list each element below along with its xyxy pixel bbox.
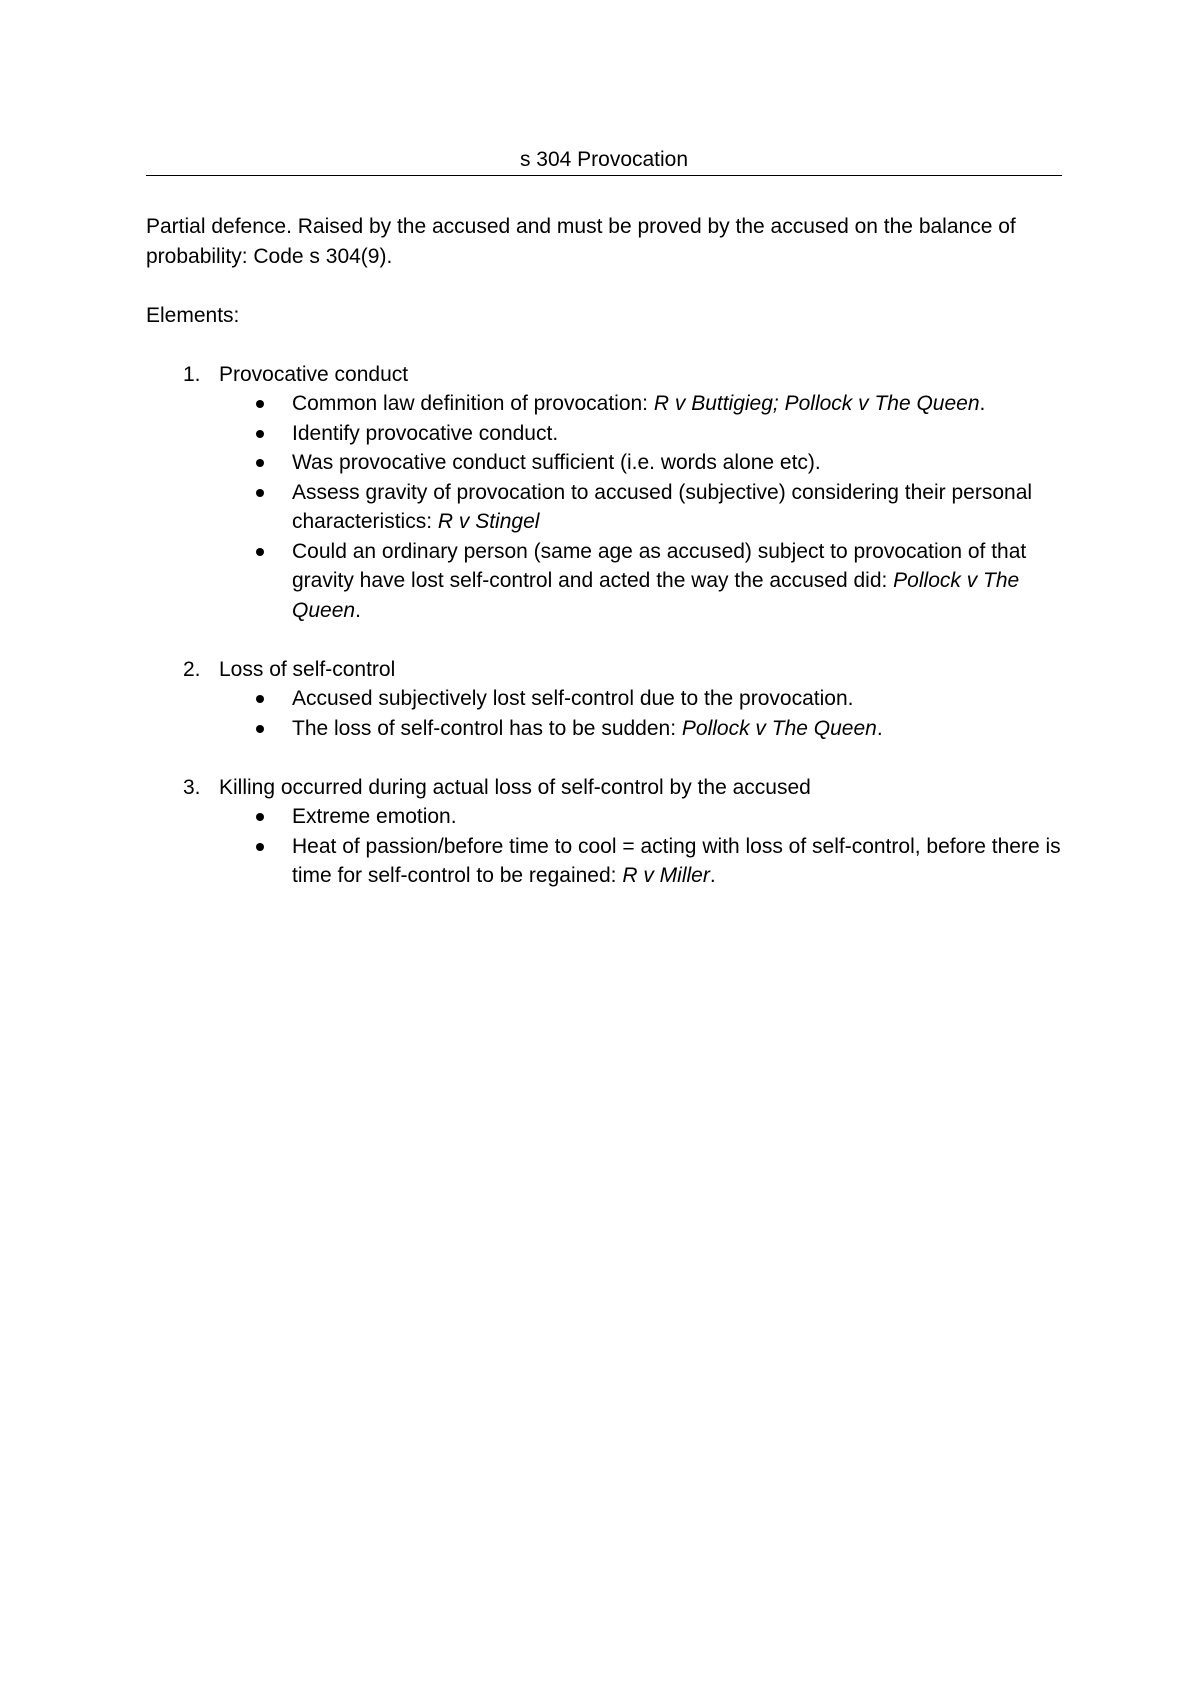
element-heading: Killing occurred during actual loss of self-control by the accused [219, 775, 811, 799]
case-citation: Pollock v The Queen [681, 716, 877, 740]
document-body [146, 212, 1062, 891]
element-number: 1. [183, 362, 201, 386]
bullet-icon [256, 725, 264, 733]
bullet-suffix: . [876, 716, 883, 740]
intro-paragraph: Partial defence. Raised by the accused and must be proved by the accused on the balance of probability: Code s 304(9). [146, 215, 1016, 268]
bullet-text: Was provocative conduct sufficient (i.e. words alone etc). [292, 451, 821, 474]
element-2-bullets [146, 684, 1062, 743]
bullet-suffix: . [709, 864, 716, 887]
bullet-icon [256, 459, 264, 467]
bullet-icon [256, 400, 264, 408]
bullet-text: The loss of self-control has to be sudden: [292, 716, 682, 740]
bullet-icon [256, 489, 264, 497]
element-3-bullets [146, 802, 1062, 891]
list-item [146, 448, 1062, 478]
element-heading: Provocative conduct [219, 362, 409, 386]
bullet-icon [256, 430, 264, 438]
list-item [146, 478, 1062, 537]
element-number: 3. [183, 775, 201, 799]
list-item [146, 389, 1062, 419]
bullet-text: Extreme emotion. [292, 805, 457, 828]
bullet-suffix: . [979, 392, 986, 415]
element-number: 2. [183, 657, 201, 681]
title-underline [146, 175, 1062, 176]
element-item-2 [146, 655, 1062, 685]
element-item-1 [146, 360, 1062, 390]
element-heading: Loss of self-control [219, 657, 396, 681]
element-1-bullets [146, 389, 1062, 625]
bullet-text: Heat of passion/before time to cool = acting with loss of self-control, before there is time for self-control to be regained: [292, 834, 1061, 887]
list-item [146, 802, 1062, 832]
bullet-icon [256, 548, 264, 556]
bullet-suffix: . [355, 598, 361, 622]
elements-label: Elements: [146, 303, 240, 327]
bullet-text: Identify provocative conduct. [292, 421, 559, 445]
bullet-text: Assess gravity of provocation to accused (subjective) considering their personal characteristics: [292, 480, 1033, 533]
spacer [146, 271, 1062, 301]
list-item [146, 684, 1062, 714]
case-citation: R v Stingel [437, 510, 540, 533]
spacer [146, 743, 1062, 773]
spacer [146, 625, 1062, 655]
bullet-icon [256, 813, 264, 821]
list-item [146, 419, 1062, 449]
spacer [146, 330, 1062, 360]
element-item-3 [146, 773, 1062, 803]
bullet-icon [256, 843, 264, 851]
list-item [146, 537, 1062, 626]
case-citation: R v Buttigieg; Pollock v The Queen [653, 392, 980, 415]
bullet-text: Accused subjectively lost self-control due to the provocation. [292, 687, 854, 710]
case-citation: R v Miller [622, 864, 710, 887]
bullet-text: Common law definition of provocation: [292, 392, 654, 415]
case-citation: Pollock v The Queen [292, 569, 1020, 622]
list-item [146, 714, 1062, 744]
bullet-icon [256, 695, 264, 703]
document-title: s 304 Provocation [519, 148, 689, 171]
list-item [146, 832, 1062, 891]
bullet-text: Could an ordinary person (same age as accused) subject to provocation of that gravity have lost self-control and acted the way the accused did: [292, 539, 1027, 592]
